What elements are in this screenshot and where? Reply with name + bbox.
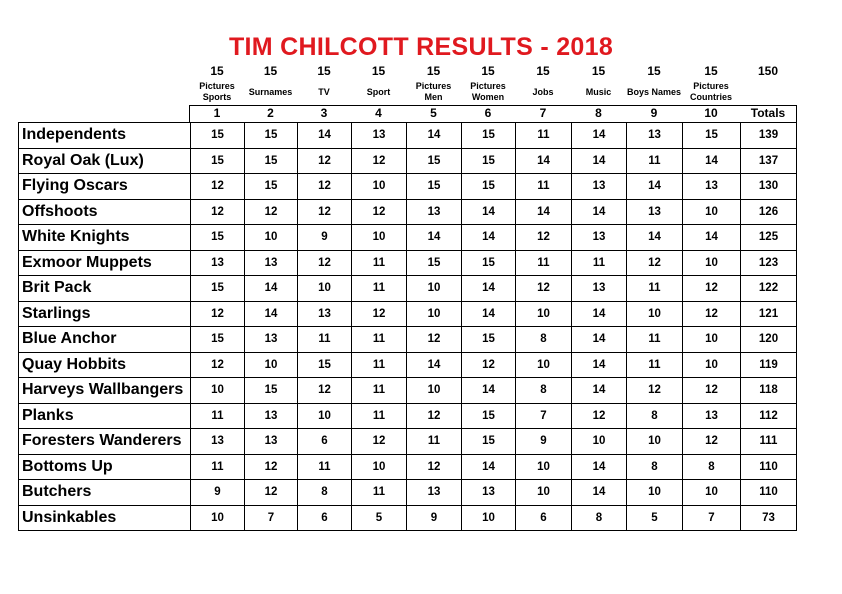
score-cell: 5 [352,505,407,531]
score-cell: 11 [352,250,407,276]
score-cell: 14 [516,199,572,225]
score-cell: 12 [516,225,572,251]
score-cell: 11 [407,429,462,455]
score-cell: 12 [298,378,352,404]
score-cell: 11 [352,378,407,404]
score-cell: 12 [245,454,298,480]
score-cell: 14 [462,199,516,225]
column-number: 5 [430,106,437,120]
score-cell: 10 [191,378,245,404]
score-cell: 8 [516,327,572,353]
score-cell: 11 [352,480,407,506]
score-cell: 15 [462,403,516,429]
score-cell: 11 [516,250,572,276]
table-row [19,225,797,251]
total-cell: 139 [741,123,797,149]
results-table [18,122,797,531]
score-cell: 6 [516,505,572,531]
score-cell: 5 [627,505,683,531]
score-cell: 10 [683,480,741,506]
score-cell: 12 [191,301,245,327]
score-cell: 11 [572,250,627,276]
score-cell: 11 [298,454,352,480]
score-cell: 13 [245,327,298,353]
score-cell: 10 [683,250,741,276]
totals-label: Totals [750,106,786,120]
score-cell: 13 [245,429,298,455]
column-max-score: 15 [481,64,495,78]
score-cell: 15 [407,174,462,200]
total-cell: 126 [741,199,797,225]
table-row [19,276,797,302]
score-cell: 7 [683,505,741,531]
score-cell: 8 [627,403,683,429]
score-cell: 12 [516,276,572,302]
score-cell: 15 [462,327,516,353]
team-name: Brit Pack [19,276,191,302]
score-cell: 10 [627,429,683,455]
score-cell: 11 [191,454,245,480]
score-cell: 12 [298,199,352,225]
score-cell: 11 [627,352,683,378]
total-cell: 120 [741,327,797,353]
score-cell: 13 [245,403,298,429]
score-cell: 8 [572,505,627,531]
column-max-score: 15 [704,64,718,78]
score-cell: 14 [407,352,462,378]
team-name: Foresters Wanderers [19,429,191,455]
column-name: Boys Names [626,86,682,97]
score-cell: 15 [407,250,462,276]
score-cell: 10 [191,505,245,531]
table-row [19,352,797,378]
team-name: Flying Oscars [19,174,191,200]
score-cell: 12 [352,429,407,455]
team-name: Planks [19,403,191,429]
score-cell: 14 [572,378,627,404]
column-number: 3 [320,106,328,120]
score-cell: 14 [683,148,741,174]
table-row [19,480,797,506]
team-name: Unsinkables [19,505,191,531]
score-cell: 10 [683,352,741,378]
total-cell: 119 [741,352,797,378]
team-name: Royal Oak (Lux) [19,148,191,174]
column-name: Music [585,86,612,97]
score-cell: 10 [245,225,298,251]
score-cell: 15 [191,327,245,353]
score-cell: 10 [683,199,741,225]
score-cell: 6 [298,429,352,455]
score-cell: 10 [683,327,741,353]
table-row [19,199,797,225]
header-border [796,105,797,122]
score-cell: 13 [572,276,627,302]
score-cell: 15 [462,429,516,455]
score-cell: 8 [683,454,741,480]
score-cell: 12 [683,276,741,302]
column-max-score: 15 [317,64,331,78]
score-cell: 8 [298,480,352,506]
header-border [189,105,796,106]
score-cell: 11 [352,327,407,353]
score-cell: 14 [572,301,627,327]
total-cell: 123 [741,250,797,276]
score-cell: 15 [245,378,298,404]
column-max-score: 15 [536,64,550,78]
column-max-score: 15 [263,64,278,78]
score-cell: 15 [191,148,245,174]
score-cell: 12 [627,378,683,404]
score-cell: 12 [298,148,352,174]
score-cell: 14 [245,276,298,302]
total-cell: 118 [741,378,797,404]
team-name: Blue Anchor [19,327,191,353]
score-cell: 14 [572,148,627,174]
score-cell: 10 [245,352,298,378]
column-name: TV [318,86,330,97]
table-row [19,378,797,404]
team-name: Harveys Wallbangers [19,378,191,404]
column-max-score: 15 [371,64,386,78]
score-cell: 12 [191,174,245,200]
score-cell: 13 [245,250,298,276]
score-cell: 10 [352,174,407,200]
score-cell: 10 [462,505,516,531]
score-cell: 12 [407,403,462,429]
score-cell: 12 [462,352,516,378]
page-title: TIM CHILCOTT RESULTS - 2018 [228,33,614,61]
score-cell: 15 [245,148,298,174]
column-number: 8 [595,106,602,120]
score-cell: 9 [516,429,572,455]
score-cell: 10 [407,301,462,327]
score-cell: 10 [516,352,572,378]
team-name: Independents [19,123,191,149]
column-name: Sport [366,86,391,97]
score-cell: 12 [298,250,352,276]
score-cell: 14 [407,123,462,149]
score-cell: 9 [407,505,462,531]
score-cell: 14 [462,454,516,480]
team-name: Starlings [19,301,191,327]
score-cell: 9 [191,480,245,506]
table-row [19,454,797,480]
total-cell: 121 [741,301,797,327]
score-cell: 10 [627,480,683,506]
score-cell: 7 [516,403,572,429]
team-name: White Knights [19,225,191,251]
score-cell: 12 [352,199,407,225]
score-cell: 12 [627,250,683,276]
total-cell: 130 [741,174,797,200]
score-cell: 14 [572,199,627,225]
score-cell: 15 [462,123,516,149]
team-name: Bottoms Up [19,454,191,480]
score-cell: 12 [407,454,462,480]
score-cell: 13 [572,225,627,251]
table-row [19,327,797,353]
score-cell: 12 [683,378,741,404]
score-cell: 14 [462,225,516,251]
score-cell: 14 [627,174,683,200]
score-cell: 10 [352,454,407,480]
column-max-score: 15 [647,64,661,78]
score-cell: 8 [627,454,683,480]
score-cell: 13 [572,174,627,200]
score-cell: 13 [683,174,741,200]
total-cell: 110 [741,454,797,480]
column-name: Jobs [532,86,554,97]
header-border [189,105,190,122]
column-max-score: 15 [426,64,441,78]
column-number: 6 [484,106,492,120]
team-name: Offshoots [19,199,191,225]
score-cell: 12 [352,148,407,174]
score-cell: 12 [191,352,245,378]
column-number: 1 [213,106,221,120]
table-row [19,301,797,327]
total-cell: 110 [741,480,797,506]
total-cell: 137 [741,148,797,174]
score-cell: 12 [245,480,298,506]
score-cell: 13 [191,250,245,276]
score-cell: 11 [627,276,683,302]
score-cell: 11 [516,123,572,149]
score-cell: 15 [245,123,298,149]
score-cell: 15 [191,123,245,149]
score-cell: 14 [245,301,298,327]
score-cell: 15 [298,352,352,378]
score-cell: 11 [516,174,572,200]
score-cell: 14 [683,225,741,251]
score-cell: 9 [298,225,352,251]
total-max-score: 150 [757,64,779,78]
score-cell: 12 [683,429,741,455]
score-cell: 11 [191,403,245,429]
score-cell: 11 [352,403,407,429]
score-cell: 14 [572,454,627,480]
table-row [19,403,797,429]
score-cell: 11 [627,327,683,353]
score-cell: 10 [407,378,462,404]
score-cell: 11 [627,148,683,174]
score-cell: 15 [462,174,516,200]
score-cell: 13 [683,403,741,429]
score-cell: 12 [572,403,627,429]
score-cell: 13 [191,429,245,455]
score-cell: 10 [298,403,352,429]
column-max-score: 15 [210,64,224,78]
score-cell: 11 [352,276,407,302]
team-name: Butchers [19,480,191,506]
score-cell: 13 [627,199,683,225]
table-row [19,429,797,455]
score-cell: 12 [407,327,462,353]
score-cell: 15 [191,225,245,251]
column-name: Pictures Sports [199,81,235,102]
column-max-score: 15 [591,64,606,78]
score-cell: 15 [245,174,298,200]
column-name: Surnames [248,86,293,97]
table-row [19,505,797,531]
table-row [19,174,797,200]
score-cell: 14 [407,225,462,251]
score-cell: 14 [462,378,516,404]
score-cell: 12 [352,301,407,327]
score-cell: 14 [298,123,352,149]
score-cell: 13 [407,199,462,225]
score-cell: 14 [627,225,683,251]
score-cell: 10 [516,454,572,480]
score-cell: 14 [516,148,572,174]
score-cell: 6 [298,505,352,531]
score-cell: 14 [572,352,627,378]
score-cell: 10 [516,301,572,327]
column-name: Pictures Men [415,81,452,102]
column-number: 2 [267,106,274,120]
column-name: Pictures Countries [689,81,732,102]
score-cell: 10 [516,480,572,506]
total-cell: 111 [741,429,797,455]
total-cell: 73 [741,505,797,531]
score-cell: 12 [298,174,352,200]
score-cell: 12 [683,301,741,327]
score-cell: 14 [572,327,627,353]
team-name: Quay Hobbits [19,352,191,378]
score-cell: 7 [245,505,298,531]
score-cell: 12 [191,199,245,225]
score-cell: 13 [462,480,516,506]
table-row [19,123,797,149]
column-number: 4 [375,106,382,120]
score-cell: 15 [191,276,245,302]
total-cell: 112 [741,403,797,429]
score-cell: 15 [462,250,516,276]
score-cell: 11 [352,352,407,378]
column-number: 9 [650,106,658,120]
score-cell: 10 [352,225,407,251]
score-cell: 13 [298,301,352,327]
score-cell: 10 [627,301,683,327]
team-name: Exmoor Muppets [19,250,191,276]
score-cell: 10 [407,276,462,302]
column-name: Pictures Women [470,81,506,102]
score-cell: 13 [352,123,407,149]
score-cell: 14 [572,480,627,506]
total-cell: 125 [741,225,797,251]
column-number: 7 [539,106,547,120]
score-cell: 15 [462,148,516,174]
column-number: 10 [704,106,718,120]
table-row [19,250,797,276]
score-cell: 14 [572,123,627,149]
score-cell: 10 [572,429,627,455]
score-cell: 10 [298,276,352,302]
table-row [19,148,797,174]
score-cell: 13 [627,123,683,149]
score-cell: 8 [516,378,572,404]
score-cell: 12 [245,199,298,225]
score-cell: 15 [407,148,462,174]
score-cell: 11 [298,327,352,353]
score-cell: 14 [462,301,516,327]
score-cell: 15 [683,123,741,149]
score-cell: 13 [407,480,462,506]
score-cell: 14 [462,276,516,302]
total-cell: 122 [741,276,797,302]
